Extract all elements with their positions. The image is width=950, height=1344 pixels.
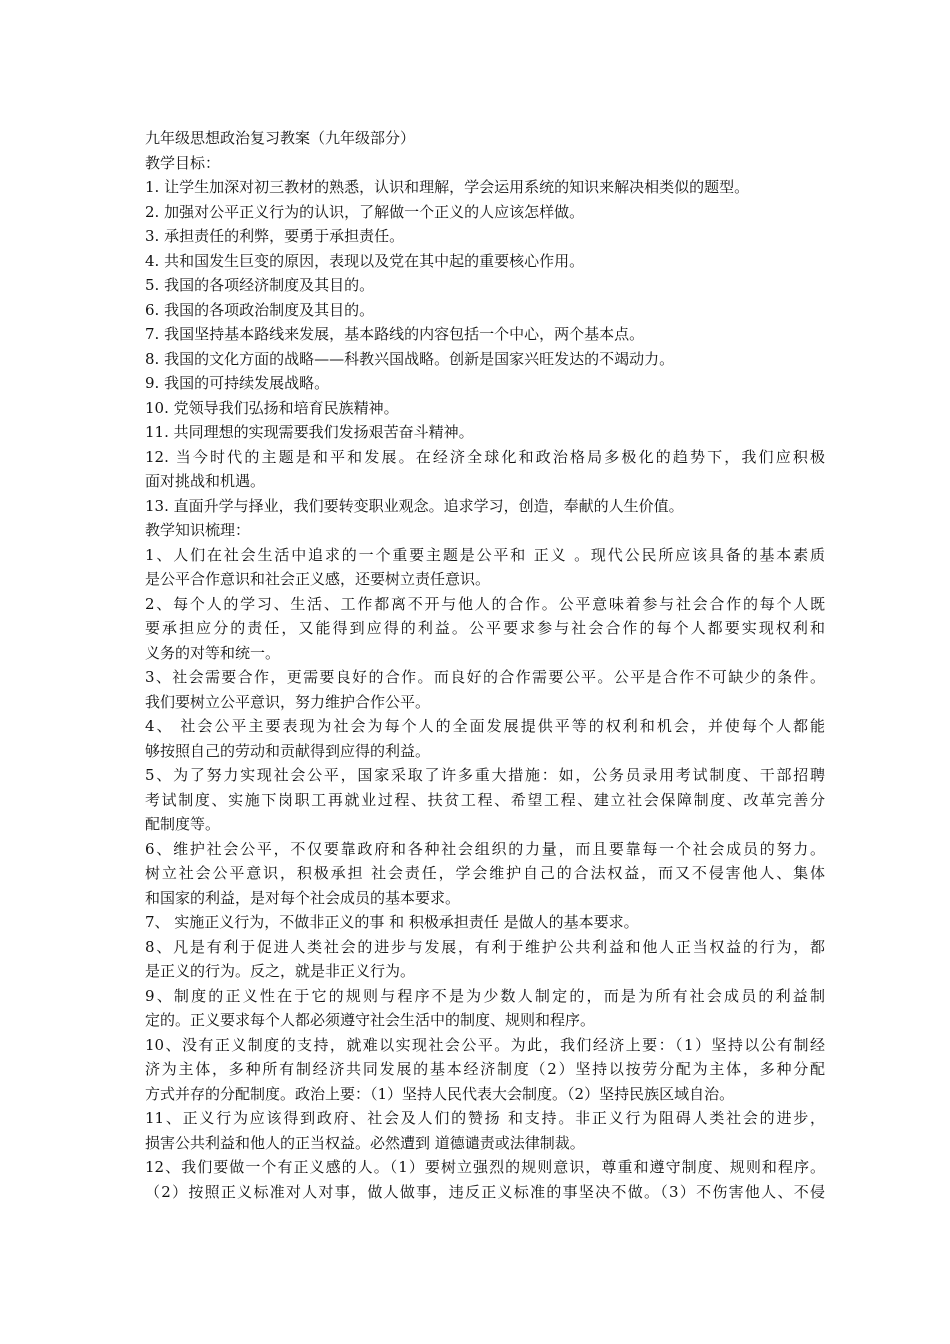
knowledge-heading: 教学知识梳理： — [145, 521, 251, 539]
knowledge-line: 树立社会公平意识，积极承担 社会责任，学会维护自己的合法权益，而又不侵害他人、集体 — [145, 864, 825, 882]
objective-line: 8. 我国的文化方面的战略——科教兴国战略。创新是国家兴旺发达的不竭动力。 — [145, 349, 675, 368]
objective-line: 10. 党领导我们弘扬和培育民族精神。 — [145, 398, 399, 417]
objectives-heading: 教学目标： — [145, 153, 221, 172]
knowledge-line: 9、制度的正义性在于它的规则与程序不是为少数人制定的，而是为所有社会成员的利益制 — [145, 986, 825, 1005]
knowledge-line: 济为主体，多种所有制经济共同发展的基本经济制度（2）坚持以按劳分配为主体，多种分配 — [145, 1060, 825, 1078]
knowledge-line: 10、没有正义制度的支持，就难以实现社会公平。为此，我们经济上要：（1）坚持以公有制经 — [145, 1035, 825, 1054]
knowledge-line: 8、凡是有利于促进人类社会的进步与发展，有利于维护公共利益和他人正当权益的行为，都 — [145, 937, 825, 956]
objective-line: 面对挑战和机遇。 — [145, 472, 266, 490]
knowledge-line: （2）按照正义标准对人对事，做人做事，违反正义标准的事坚决不做。（3）不伤害他人、不侵 — [145, 1182, 825, 1201]
knowledge-line: 1、人们在社会生活中追求的一个重要主题是公平和 正义 。现代公民所应该具备的基本素质 — [145, 545, 825, 564]
objective-line: 12. 当今时代的主题是和平和发展。在经济全球化和政治格局多极化的趋势下，我们应积极 — [145, 447, 825, 466]
knowledge-line: 方式并存的分配制度。政治上要：（1）坚持人民代表大会制度。（2）坚持民族区域自治。 — [145, 1084, 735, 1103]
objective-line: 2. 加强对公平正义行为的认识，了解做一个正义的人应该怎样做。 — [145, 202, 585, 221]
knowledge-line: 考试制度、实施下岗职工再就业过程、扶贫工程、希望工程、建立社会保障制度、改革完善分 — [145, 790, 825, 809]
document-body — [145, 126, 825, 1204]
knowledge-line: 4、 社会公平主要表现为社会为每个人的全面发展提供平等的权利和机会，并使每个人都能 — [145, 717, 825, 735]
knowledge-line: 6、维护社会公平，不仅要靠政府和各种社会组织的力量，而且要靠每一个社会成员的努力。 — [145, 839, 825, 858]
knowledge-line: 要承担应分的责任，又能得到应得的利益。公平要求参与社会合作的每个人都要实现权利和 — [145, 619, 825, 637]
knowledge-line: 我们要树立公平意识，努力维护合作公平。 — [145, 692, 431, 711]
knowledge-line: 5、为了努力实现社会公平，国家采取了许多重大措施：如，公务员录用考试制度、干部招聘 — [145, 766, 825, 784]
knowledge-line: 够按照自己的劳动和贡献得到应得的利益。 — [145, 741, 431, 760]
knowledge-line: 7、 实施正义行为，不做非正义的事 和 积极承担责任 是做人的基本要求。 — [145, 913, 639, 931]
knowledge-line: 11、正义行为应该得到政府、社会及人们的赞扬 和支持。非正义行为阻碍人类社会的进步， — [145, 1109, 825, 1127]
objective-line: 3. 承担责任的利弊，要勇于承担责任。 — [145, 227, 405, 245]
objective-line: 1. 让学生加深对初三教材的熟悉，认识和理解，学会运用系统的知识来解决相类似的题型。 — [145, 178, 750, 196]
knowledge-line: 义务的对等和统一。 — [145, 643, 281, 662]
knowledge-line: 是正义的行为。反之，就是非正义行为。 — [145, 962, 416, 980]
objective-line: 9. 我国的可持续发展战略。 — [145, 374, 330, 392]
objective-line: 11. 共同理想的实现需要我们发扬艰苦奋斗精神。 — [145, 423, 474, 441]
objective-line: 13. 直面升学与择业，我们要转变职业观念。追求学习，创造，奉献的人生价值。 — [145, 496, 684, 515]
knowledge-line: 12、我们要做一个有正义感的人。（1）要树立强烈的规则意识，尊重和遵守制度、规则和程序。 — [145, 1158, 825, 1176]
knowledge-line: 是公平合作意识和社会正义感，还要树立责任意识。 — [145, 570, 491, 588]
objective-line: 5. 我国的各项经济制度及其目的。 — [145, 276, 375, 294]
knowledge-line: 配制度等。 — [145, 815, 221, 833]
knowledge-line: 和国家的利益，是对每个社会成员的基本要求。 — [145, 888, 461, 907]
knowledge-line: 定的。正义要求每个人都必须遵守社会生活中的制度、规则和程序。 — [145, 1011, 596, 1029]
knowledge-line: 3、社会需要合作，更需要良好的合作。而良好的合作需要公平。公平是合作不可缺少的条件。 — [145, 668, 825, 686]
knowledge-line: 损害公共利益和他人的正当权益。必然遭到 道德谴责或法律制裁。 — [145, 1133, 585, 1152]
objective-line: 6. 我国的各项政治制度及其目的。 — [145, 300, 375, 319]
knowledge-line: 2、每个人的学习、生活、工作都离不开与他人的合作。公平意味着参与社会合作的每个人既 — [145, 594, 825, 613]
objective-line: 7. 我国坚持基本路线来发展，基本路线的内容包括一个中心，两个基本点。 — [145, 325, 645, 343]
objective-line: 4. 共和国发生巨变的原因，表现以及党在其中起的重要核心作用。 — [145, 251, 585, 270]
document-title: 九年级思想政治复习教案（九年级部分） — [145, 129, 416, 147]
